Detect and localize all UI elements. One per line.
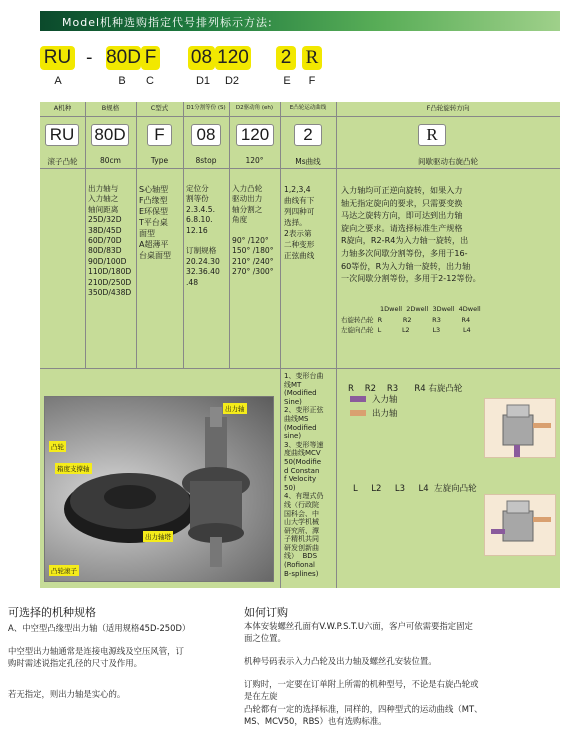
spec-code-a: RU (45, 124, 79, 146)
photo-label-bearing: 箱度支撑轴 (57, 465, 90, 473)
spec-sub-b: 80cm (100, 156, 121, 165)
code-letter-f: F (308, 75, 316, 87)
right-cam-diagram (484, 398, 556, 458)
col-header-b: B规格 (101, 104, 120, 112)
input-axis-swatch (350, 396, 366, 402)
code-letter-a: A (54, 75, 62, 87)
dwell-headers: 1Dwell 2Dwell 3Dwell 4Dwell (380, 305, 481, 313)
col-line (229, 102, 230, 368)
ordering-para-3: 订购时，一定要在订单附上所需的机种型号，不论是右旋凸轮或 是在左旋 凸轮都有一定的选择标准，同样的，四种型式的运动曲线（MT、 MS、MCV50，RBS）也有选购标准。 (244, 679, 483, 727)
col-line (136, 102, 137, 368)
col-line (183, 102, 184, 368)
table-divider (40, 116, 560, 117)
header-bar (40, 11, 560, 31)
col-header-d1: D1分割等份 (S) (186, 105, 226, 111)
optional-para-3: 若无指定，则出力轴是实心的。 (8, 689, 126, 699)
spec-code-b: 80D (91, 124, 129, 146)
optional-para-2: 中空型出力轴通常是连接电源线及空压风管，订 购时需述说指定孔径的尺寸及作用。 (8, 646, 184, 669)
col-line (336, 102, 337, 588)
code-letter-d2: D2 (224, 75, 240, 87)
code-box-f: R (302, 46, 322, 70)
photo-label-roller: 凸轮滚子 (51, 567, 77, 575)
col-header-c: C型式 (150, 104, 169, 112)
col-header-f: F凸轮旋转方向 (426, 104, 470, 112)
code-letter-e: E (283, 75, 291, 87)
rotation-left-row: L L2 L3 L4 左旋向凸轮 (353, 484, 477, 494)
input-axis-label: 入力轴 (372, 395, 398, 405)
photo-label-output-plate: 出力轴塔 (145, 533, 171, 541)
detail-e: 1,2,3,4 曲线有下 列四种可 选择。 2表示第 二种变形 正弦曲线 (284, 185, 315, 260)
dwell-left-row: 左旋向凸轮 L L2 L3 L4 (341, 326, 471, 334)
spec-sub-f: 间歇驱动右旋凸轮 (418, 157, 478, 166)
col-header-e: E凸轮运动曲线 (289, 105, 327, 111)
col-line (85, 102, 86, 368)
spec-sub-d2: 120° (245, 156, 264, 165)
spec-sub-d1: 8stop (195, 156, 217, 165)
spec-sub-e: Ms曲线 (295, 157, 321, 166)
optional-title: 可选择的机种规格 (8, 606, 96, 619)
spec-code-f: R (418, 124, 446, 146)
code-letter-c: C (146, 75, 154, 87)
code-box-d1: 08 (188, 46, 215, 70)
spec-sub-c: Type (150, 156, 169, 165)
table-divider (40, 368, 560, 369)
cam-indexer-illustration (45, 397, 274, 582)
photo-label-output-shaft: 出力轴 (225, 405, 245, 413)
rotation-right-row: R R2 R3 R4 右旋凸轮 (348, 384, 463, 394)
header-title: Model机种选购指定代号排列标示方法: (62, 16, 273, 29)
code-letter-d1: D1 (195, 75, 211, 87)
detail-d1: 定位分 割等份 2.3.4.5. 6.8.10. 12.16 订制规格 20.24.30 32.36.40 .48 (186, 184, 220, 287)
left-cam-diagram (484, 494, 556, 556)
output-axis-label: 出力轴 (372, 409, 398, 419)
code-box-c: F (141, 46, 160, 70)
detail-b: 出力轴与 入力轴之 轴间距离 25D/32D 38D/45D 60D/70D 80D/83D 90D/100D 110D/180D 210D/250D 350D/438D (88, 184, 132, 298)
spec-code-d2: 120 (236, 124, 274, 146)
ordering-para-1: 本体安装螺丝孔面有V.W.P.S.T.U六面，客户可依需要指定固定 面之位置。 (244, 621, 473, 644)
col-line (280, 102, 281, 588)
col-header-a: A机种 (53, 104, 72, 112)
ordering-title: 如何订购 (244, 606, 288, 619)
code-box-a: RU (40, 46, 75, 70)
code-dash: - (86, 47, 93, 68)
col-header-d2: D2驱动角 (eh) (235, 105, 274, 111)
cam-indexer-photo (44, 396, 274, 582)
detail-f: 入力轴均可正逆向旋转，如果入力 轴无指定旋向的要求，只需要变换 马达之旋转方向，即可达到出力轴 旋向之要求。请选择标准生产规格 R旋向，R2-R4为入力轴一旋转，出 力轴多次间歇分割等份，多用于16- 60等份，R为入力轴一旋转，出力轴 一次间歇分割等份，多用于2-12等份。 (341, 185, 481, 284)
code-box-d2: 120 (215, 46, 251, 70)
curves-description: 1、变形台曲 线MT (Modified Sine) 2、变形正弦 曲线MS (Modified sine) 3、变形等速 度曲线MCV 50(Modifie d Constan f Velocity 50) 4、有理式仍 线（行政院 国科会、中 山大学机械 研究所、潭 子精机共同 研发创新曲 线） BDS (Rofional B-splines) (284, 372, 324, 578)
spec-sub-a: 滚子凸轮 (47, 157, 78, 166)
ordering-para-2: 机种号码表示入力凸轮及出力轴及螺丝孔安装位置。 (244, 656, 437, 666)
spec-code-e: 2 (294, 124, 322, 146)
detail-c: S心轴型 F凸缘型 E环保型 T平台桌 面型 A超薄平 台桌面型 (139, 185, 171, 260)
dwell-right-row: 右旋转凸轮 R R2 R3 R4 (341, 316, 471, 324)
code-box-e: 2 (276, 46, 296, 70)
spec-code-d1: 08 (191, 124, 221, 146)
code-box-b: 80D (106, 47, 141, 68)
optional-para-1: A、中空型凸缘型出力轴（适用规格45D-250D） (8, 623, 191, 633)
detail-d2: 入力凸轮 驱动出力 轴分割之 角度 90° /120° 150° /180° 210° /240° 270° /300° (232, 184, 274, 277)
table-divider (40, 168, 560, 169)
photo-label-cam: 凸轮 (51, 443, 64, 451)
code-letter-b: B (118, 75, 126, 87)
output-axis-swatch (350, 410, 366, 416)
spec-code-c: F (147, 124, 172, 146)
